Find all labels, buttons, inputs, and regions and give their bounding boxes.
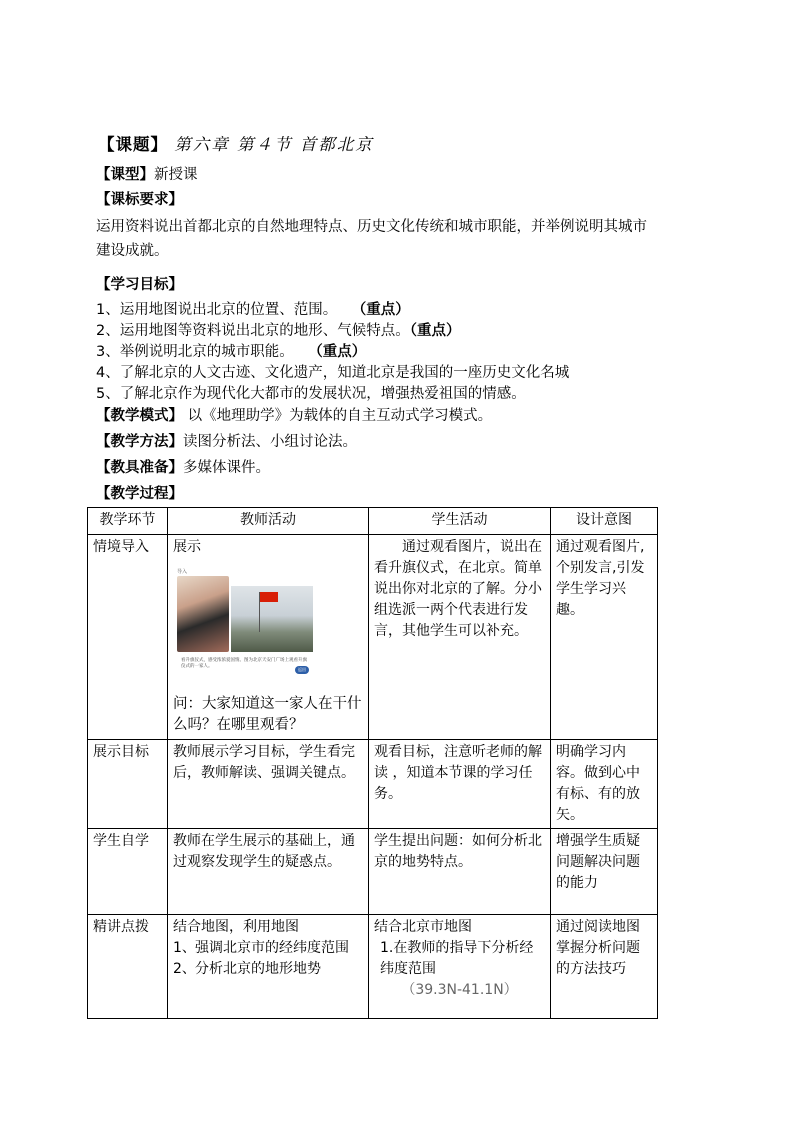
teaching-tools xyxy=(96,458,270,478)
teaching-tools-label: 【教具准备】 xyxy=(96,460,183,476)
student-coord: （39.3N-41.1N） xyxy=(401,982,518,998)
intent-cell: 明确学习内容。做到心中有标、有的放矢。 xyxy=(551,740,658,829)
teacher-item-2-text: 分析北京的地形地势 xyxy=(195,961,321,977)
objective-item xyxy=(96,384,526,404)
teacher-cell xyxy=(168,915,369,1019)
lesson-type xyxy=(96,165,198,185)
teacher-intro: 结合地图，利用地图 xyxy=(173,919,299,935)
teacher-item-1-text: 强调北京市的经纬度范围 xyxy=(195,940,349,956)
teacher-cell xyxy=(168,535,369,740)
stage-cell: 情境导入 xyxy=(88,535,168,740)
standard-text xyxy=(96,215,700,263)
intent-cell: 增强学生质疑问题解决问题的能力 xyxy=(551,829,658,915)
table-row xyxy=(88,740,658,829)
objective-mark: （重点） xyxy=(358,302,410,318)
title-label: 【课题】 xyxy=(98,135,168,154)
teaching-method-value: 读图分析法、小组讨论法。 xyxy=(183,434,357,450)
student-item-1: 1.在教师的指导下分析经纬度范围 xyxy=(380,940,534,977)
teacher-item-1-num: 1、 xyxy=(173,940,196,956)
teaching-mode-value: 以《地理助学》为载体的自主互动式学习模式。 xyxy=(183,408,493,424)
process-label: 【教学过程】 xyxy=(96,486,183,502)
table-row xyxy=(88,915,658,1019)
process-table xyxy=(87,507,658,1019)
student-cell: 观看目标，注意听老师的解读 ，知道本节课的学习任务。 xyxy=(369,740,551,829)
objective-item xyxy=(96,363,569,383)
teacher-question: 问：大家知道这一家人在干什么吗？在哪里观看？ xyxy=(173,696,362,733)
teacher-cell: 教师在学生展示的基础上，通过观察发现学生的疑惑点。 xyxy=(168,829,369,915)
objective-text: 3、举例说明北京的城市职能。 xyxy=(96,344,316,360)
family-photo xyxy=(177,576,229,652)
flag-icon xyxy=(260,592,278,602)
intent-cell: 通过阅读地图掌握分析问题的方法技巧 xyxy=(551,915,658,1019)
table-row xyxy=(88,829,658,915)
teacher-item-1 xyxy=(173,938,363,959)
objective-mark: （重点） xyxy=(409,323,461,339)
student-intro: 结合北京市地图 xyxy=(374,919,472,935)
objective-text: 1、运用地图说出北京的位置、范围。 xyxy=(96,302,359,318)
teacher-show: 展示 xyxy=(173,539,201,555)
objective-item xyxy=(96,300,410,320)
teaching-method xyxy=(96,432,357,452)
table-header-row xyxy=(88,508,658,535)
teaching-mode xyxy=(96,406,492,426)
objective-text: 2、运用地图等资料说出北京的地形、气候特点。 xyxy=(96,323,410,339)
student-cell: 通过观看图片，说出在看升旗仪式，在北京。简单说出你对北京的了解。分小组选派一两个代表进行发言，其他学生可以补充。 xyxy=(369,535,551,740)
standard-text-line2: 建设成就。 xyxy=(96,243,169,259)
teacher-cell: 教师展示学习目标，学生看完后，教师解读、强调关键点。 xyxy=(168,740,369,829)
objective-item xyxy=(96,321,460,341)
header-stage: 教学环节 xyxy=(88,508,168,535)
table-row xyxy=(88,535,658,740)
flag-ceremony-image xyxy=(173,562,311,690)
intent-cell: 通过观看图片,个别发言,引发学生学习兴趣。 xyxy=(551,535,658,740)
stage-cell: 展示目标 xyxy=(88,740,168,829)
teacher-item-2 xyxy=(173,959,363,980)
lesson-type-value: 新授课 xyxy=(154,167,198,183)
teaching-mode-label: 【教学模式】 xyxy=(96,408,183,424)
lesson-title xyxy=(98,131,374,155)
stage-cell: 学生自学 xyxy=(88,829,168,915)
image-caption: 看升旗仪式，感受浓浓爱国情。图为北京天安门广场上观看升旗仪式的一家人。 xyxy=(181,658,307,669)
teacher-item-2-num: 2、 xyxy=(173,961,196,977)
teaching-tools-value: 多媒体课件。 xyxy=(183,460,270,476)
objective-mark: （重点） xyxy=(315,344,367,360)
image-tag: 导入 xyxy=(177,569,188,575)
header-intent: 设计意图 xyxy=(551,508,658,535)
objective-text: 5、了解北京作为现代化大都市的发展状况，增强热爱祖国的情感。 xyxy=(96,386,526,402)
student-cell: 学生提出问题：如何分析北京的地势特点。 xyxy=(369,829,551,915)
standard-label: 【课标要求】 xyxy=(96,192,183,208)
lesson-type-label: 【课型】 xyxy=(96,167,154,183)
header-teacher: 教师活动 xyxy=(168,508,369,535)
return-button[interactable]: 返回 xyxy=(295,666,309,674)
stage-cell: 精讲点拨 xyxy=(88,915,168,1019)
objective-text: 4、了解北京的人文古迹、文化遗产，知道北京是我国的一座历史文化名城 xyxy=(96,365,570,381)
objective-item xyxy=(96,342,366,362)
standard-text-line1: 运用资料说出首都北京的自然地理特点、历史文化传统和城市职能，并举例说明其城市 xyxy=(96,219,647,235)
header-student: 学生活动 xyxy=(369,508,551,535)
title-topic: 第六章 第４节 首都北京 xyxy=(174,135,374,154)
student-cell xyxy=(369,915,551,1019)
teaching-method-label: 【教学方法】 xyxy=(96,434,183,450)
objectives-label: 【学习目标】 xyxy=(96,277,183,293)
